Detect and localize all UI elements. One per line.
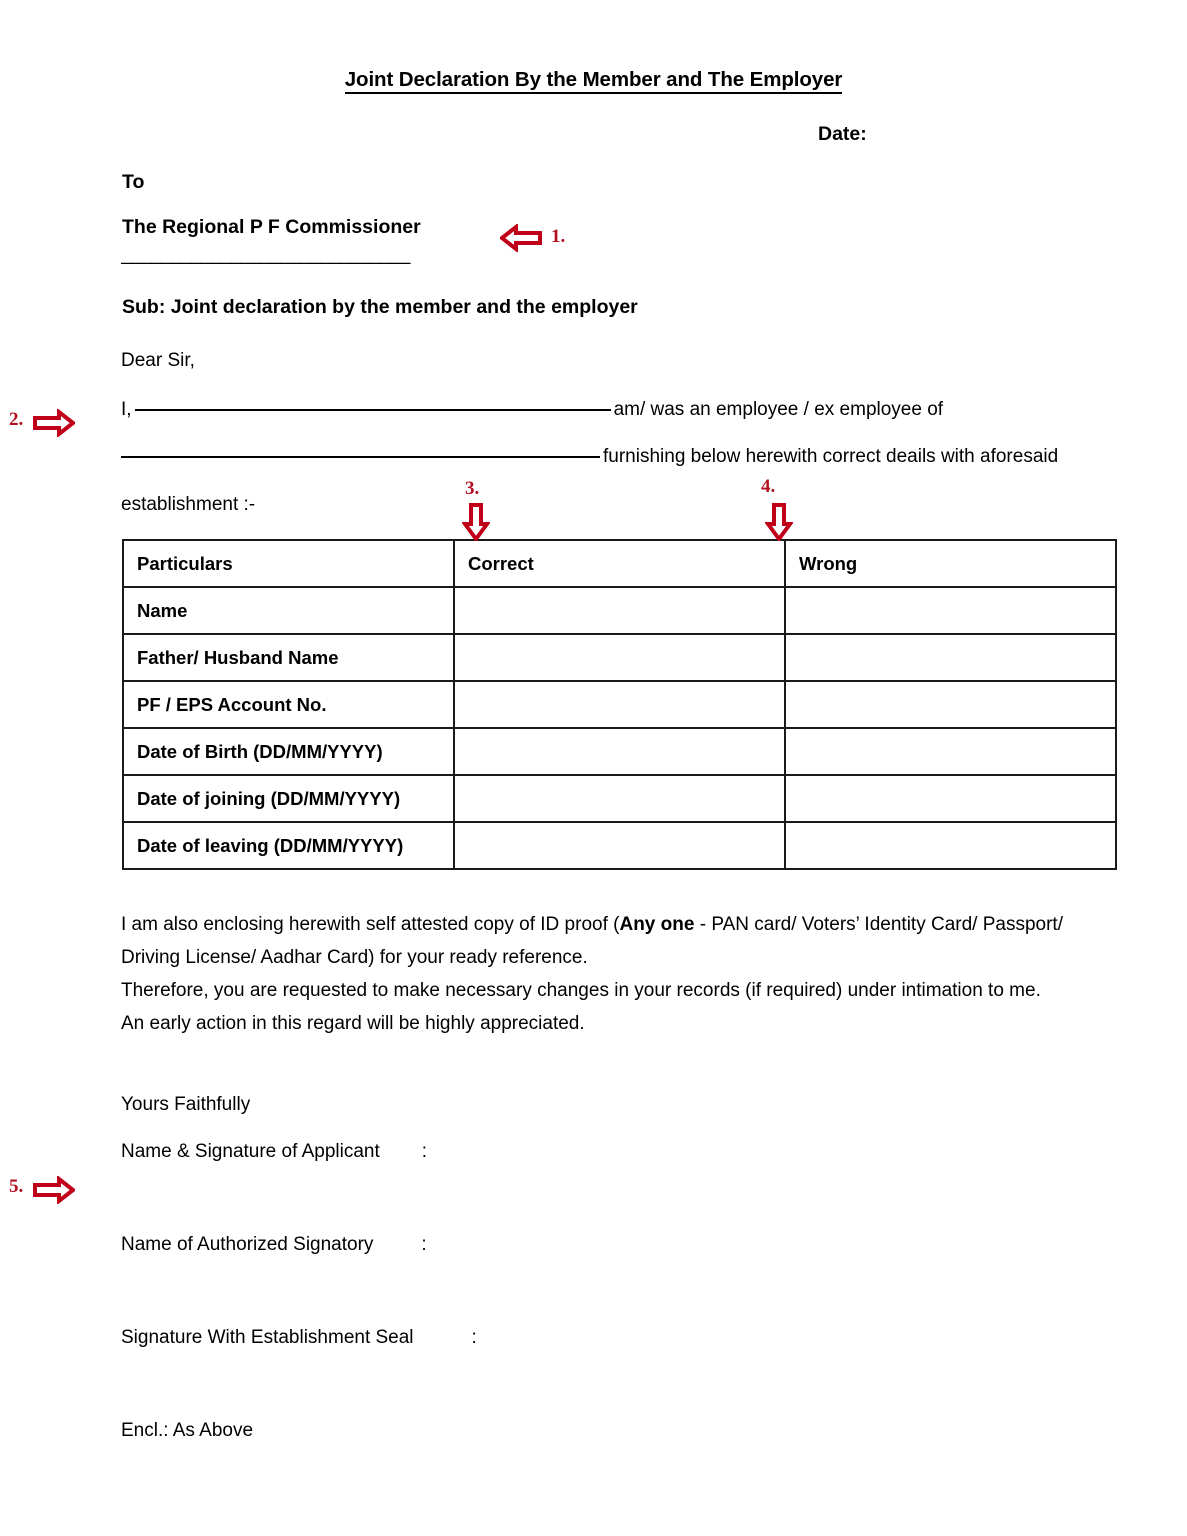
body-line-3: establishment :- xyxy=(121,494,256,515)
table-cell-wrong[interactable] xyxy=(785,587,1116,634)
establishment-seal-colon: : xyxy=(471,1327,477,1348)
table-cell-wrong[interactable] xyxy=(785,728,1116,775)
table-cell-correct[interactable] xyxy=(454,634,785,681)
table-cell-label: Name xyxy=(123,587,454,634)
authorized-signatory-colon: : xyxy=(421,1234,427,1255)
table-cell-label: Date of joining (DD/MM/YYYY) xyxy=(123,775,454,822)
arrow-down-icon xyxy=(462,503,490,541)
table-header-wrong: Wrong xyxy=(785,540,1116,587)
enclosure-part1: I am also enclosing herewith self attested copy of ID proof ( xyxy=(121,914,620,935)
enclosure-line4: An early action in this regard will be highly appreciated. xyxy=(121,1013,585,1034)
table-row xyxy=(123,775,1116,822)
enclosure-line3: Therefore, you are requested to make necessary changes in your records (if required) under intimation to me. xyxy=(121,980,1041,1001)
annotation-number-1: 1. xyxy=(551,226,566,247)
annotation-number-5: 5. xyxy=(9,1176,24,1197)
enclosure-part2: - PAN card/ Voters’ Identity Card/ Passport/ Driving License/ Aadhar Card) for your ready reference. xyxy=(121,914,1063,968)
annotation-arrow-2 xyxy=(33,409,75,437)
yours-faithfully-label: Yours Faithfully xyxy=(121,1094,251,1115)
annotation-arrow-1 xyxy=(500,224,542,252)
annotation-arrow-5 xyxy=(33,1176,75,1204)
arrow-right-icon xyxy=(33,409,75,437)
table-cell-wrong[interactable] xyxy=(785,775,1116,822)
applicant-signature-colon: : xyxy=(421,1141,428,1162)
authorized-signatory-label: Name of Authorized Signatory xyxy=(121,1234,374,1255)
applicant-signature-row xyxy=(121,1141,427,1163)
applicant-signature-label: Name & Signature of Applicant xyxy=(121,1141,380,1162)
establishment-blank-field[interactable] xyxy=(121,456,600,458)
body-line-2-suffix: furnishing below herewith correct deails with aforesaid xyxy=(603,446,1059,467)
table-cell-label: Date of Birth (DD/MM/YYYY) xyxy=(123,728,454,775)
table-row xyxy=(123,634,1116,681)
table-cell-label: Date of leaving (DD/MM/YYYY) xyxy=(123,822,454,869)
addressee-label: The Regional P F Commissioner xyxy=(122,216,421,238)
table-row xyxy=(123,728,1116,775)
table-header-correct: Correct xyxy=(454,540,785,587)
table-cell-correct[interactable] xyxy=(454,728,785,775)
annotation-number-2: 2. xyxy=(9,409,24,430)
body-line-1-prefix: I, xyxy=(121,399,132,420)
table-cell-label: Father/ Husband Name xyxy=(123,634,454,681)
enclosure-paragraph xyxy=(121,908,1071,1040)
table-cell-correct[interactable] xyxy=(454,822,785,869)
table-cell-wrong[interactable] xyxy=(785,822,1116,869)
salutation-label: Dear Sir, xyxy=(121,350,195,371)
arrow-left-icon xyxy=(500,224,542,252)
table-cell-correct[interactable] xyxy=(454,681,785,728)
subject-label: Sub: Joint declaration by the member and the employer xyxy=(122,296,638,318)
page-title xyxy=(0,68,1187,92)
particulars-table xyxy=(122,539,1117,870)
table-cell-wrong[interactable] xyxy=(785,681,1116,728)
table-row xyxy=(123,822,1116,869)
establishment-seal-label: Signature With Establishment Seal xyxy=(121,1327,414,1348)
table-header-particulars: Particulars xyxy=(123,540,454,587)
authorized-signatory-row xyxy=(121,1234,427,1256)
body-line-1-suffix: am/ was an employee / ex employee of xyxy=(613,399,944,420)
table-cell-wrong[interactable] xyxy=(785,634,1116,681)
table-header-row xyxy=(123,540,1116,587)
annotation-arrow-4 xyxy=(765,503,793,541)
table-cell-correct[interactable] xyxy=(454,775,785,822)
body-line-2 xyxy=(121,446,1058,468)
table-row xyxy=(123,587,1116,634)
date-label: Date: xyxy=(818,123,867,145)
enclosure-anyone-bold: Any one xyxy=(619,914,695,935)
page-title-text: Joint Declaration By the Member and The Employer xyxy=(345,68,843,94)
body-line-1 xyxy=(121,399,943,421)
table-cell-correct[interactable] xyxy=(454,587,785,634)
arrow-down-icon xyxy=(765,503,793,541)
to-label: To xyxy=(122,171,145,193)
annotation-number-3: 3. xyxy=(465,478,480,499)
table-row xyxy=(123,681,1116,728)
address-blank-line[interactable]: _____________________________ xyxy=(121,243,410,265)
annotation-arrow-3 xyxy=(462,503,490,541)
establishment-seal-row xyxy=(121,1327,477,1349)
table-cell-label: PF / EPS Account No. xyxy=(123,681,454,728)
annotation-number-4: 4. xyxy=(761,476,776,497)
enclosure-label: Encl.: As Above xyxy=(121,1420,254,1441)
arrow-right-icon xyxy=(33,1176,75,1204)
name-blank-field[interactable] xyxy=(135,409,611,411)
